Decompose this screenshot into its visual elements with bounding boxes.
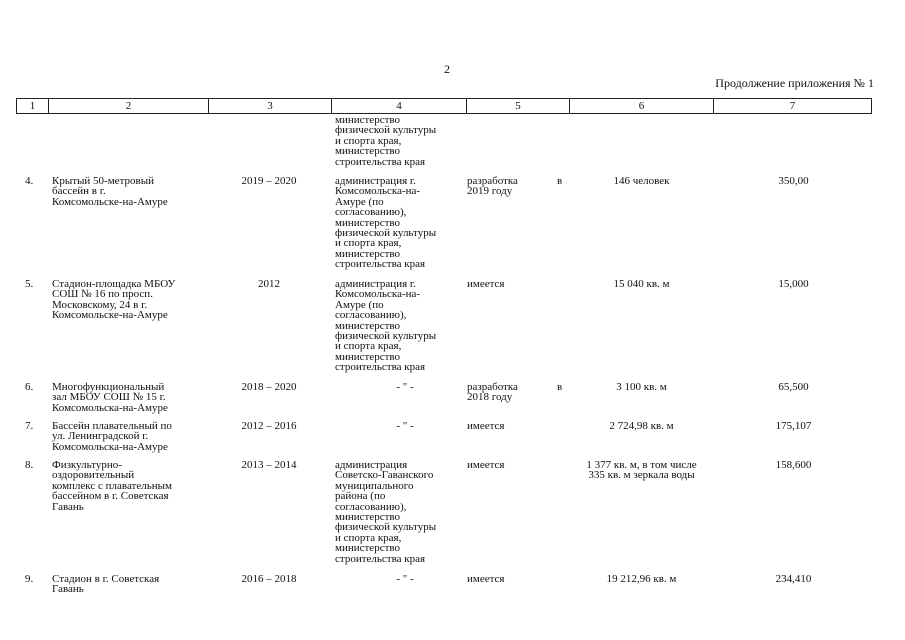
capacity: 3 100 кв. м — [616, 381, 667, 393]
cost: 175,107 — [775, 420, 812, 432]
agency: администрация Советско-Гаванского муниципального района (по согласованию), министерство физической культуры и спорта края, министерство строительства края — [335, 459, 437, 565]
column-header-3: 3 — [209, 99, 332, 114]
status-preposition: в — [557, 381, 563, 393]
facility-name: Многофункциональный зал МБОУ СОШ № 15 г. Комсомольска-на-Амуре — [52, 381, 168, 414]
column-header-1: 1 — [17, 99, 49, 114]
capacity: 15 040 кв. м — [613, 278, 670, 290]
status: имеется — [467, 420, 505, 432]
years: 2016 – 2018 — [241, 573, 297, 585]
status-preposition: в — [557, 175, 563, 187]
status: разработка 2019 году — [467, 175, 518, 198]
row-number: 6. — [25, 381, 34, 393]
capacity: 146 человек — [613, 175, 670, 187]
cost: 158,600 — [775, 459, 812, 471]
status: разработка 2018 году — [467, 381, 518, 404]
column-header-7: 7 — [714, 99, 872, 114]
status: имеется — [467, 573, 505, 585]
facility-name: Стадион в г. Советская Гавань — [52, 573, 160, 596]
years: 2012 — [258, 278, 280, 290]
agency: - " - — [396, 573, 414, 585]
status: имеется — [467, 278, 505, 290]
agency: администрация г. Комсомольска-на- Амуре (по согласованию), министерство физической культуры и спорта края, министерство строительства края — [335, 175, 437, 271]
years: 2018 – 2020 — [241, 381, 297, 393]
capacity: 2 724,98 кв. м — [609, 420, 674, 432]
status: имеется — [467, 459, 505, 471]
cost: 15,000 — [778, 278, 809, 290]
cost: 234,410 — [775, 573, 812, 585]
years: 2013 – 2014 — [241, 459, 297, 471]
appendix-note: Продолжение приложения № 1 — [715, 76, 874, 90]
capacity: 1 377 кв. м, в том числе 335 кв. м зеркала воды — [586, 459, 697, 482]
years: 2019 – 2020 — [241, 175, 297, 187]
carryover-agency-text: министерство физической культуры и спорта края, министерство строительства края — [335, 114, 437, 168]
row-number: 5. — [25, 278, 34, 290]
row-number: 7. — [25, 420, 34, 432]
agency: - " - — [396, 381, 414, 393]
cost: 350,00 — [778, 175, 809, 187]
column-header-5: 5 — [467, 99, 570, 114]
agency: администрация г. Комсомольска-на- Амуре (по согласованию), министерство физической культуры и спорта края, министерство строительства края — [335, 278, 437, 374]
facility-name: Стадион-площадка МБОУ СОШ № 16 по просп. Московскому, 24 в г. Комсомольске-на-Амуре — [52, 278, 176, 322]
row-number: 4. — [25, 175, 34, 187]
column-header-2: 2 — [49, 99, 209, 114]
years: 2012 – 2016 — [241, 420, 297, 432]
cost: 65,500 — [778, 381, 809, 393]
capacity: 19 212,96 кв. м — [606, 573, 677, 585]
row-number: 8. — [25, 459, 34, 471]
facility-name: Физкультурно- оздоровительный комплекс с плавательным бассейном в г. Советская Гавань — [52, 459, 172, 513]
facility-name: Крытый 50-метровый бассейн в г. Комсомольске-на-Амуре — [52, 175, 168, 208]
column-header-6: 6 — [570, 99, 714, 114]
row-number: 9. — [25, 573, 34, 585]
page-number: 2 — [444, 62, 450, 76]
facility-name: Бассейн плавательный по ул. Ленинградской г. Комсомольска-на-Амуре — [52, 420, 172, 453]
agency: - " - — [396, 420, 414, 432]
column-header-4: 4 — [332, 99, 467, 114]
